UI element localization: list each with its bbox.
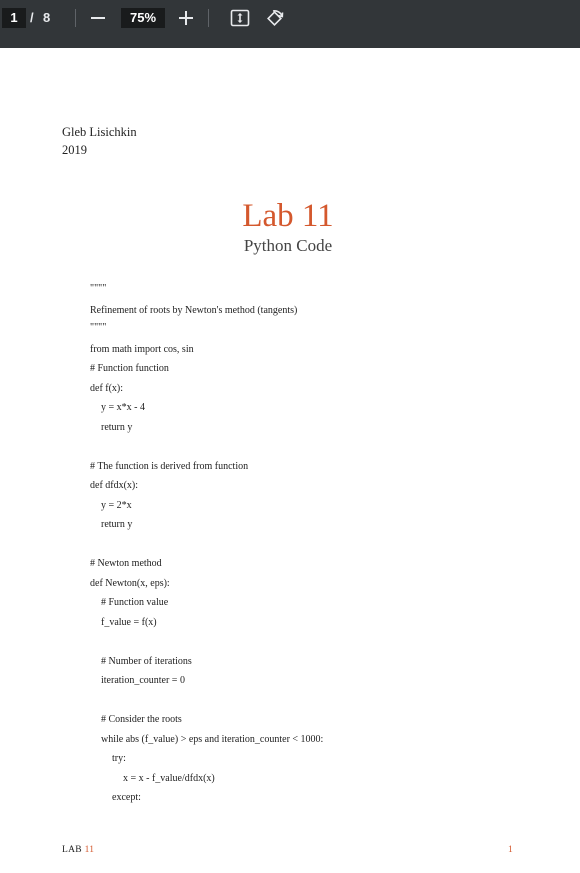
code-line: def Newton(x, eps): [90,578,170,589]
pdf-toolbar [0,0,580,48]
code-line: y = 2*x [101,500,132,511]
document-subtitle: Python Code [243,236,333,255]
document-title: Lab 11 [242,198,334,234]
code-line: except: [112,792,141,803]
fit-to-page-icon[interactable] [229,7,251,29]
code-line: """" [90,322,107,333]
code-line: return y [101,519,133,530]
footer-label-number: 11 [84,845,95,855]
current-page-input[interactable]: 1 [2,8,26,28]
author-name: Gleb Lisichkin [62,125,137,139]
code-line: # Consider the roots [101,714,182,725]
code-line: while abs (f_value) > eps and iteration_counter < 1000: [101,734,324,745]
code-line: iteration_counter = 0 [101,675,185,686]
code-line: # Function value [101,597,169,608]
rotate-icon[interactable] [264,7,286,29]
code-line: """" [90,283,107,294]
total-pages: 8 [43,10,51,25]
code-line: Refinement of roots by Newton's method (tangents) [90,305,298,316]
page-separator: / [30,10,34,25]
code-line: # Number of iterations [101,656,192,667]
code-line: # Function function [90,363,169,374]
pdf-page [0,48,580,873]
footer-label [62,843,94,857]
code-line: f_value = f(x) [101,617,157,628]
code-line: def f(x): [90,383,124,394]
code-line: return y [101,422,133,433]
plus-icon[interactable] [176,8,196,28]
code-line: # Newton method [90,558,162,569]
code-line: try: [112,753,126,764]
minus-icon[interactable] [88,8,108,28]
document-year: 2019 [62,143,87,157]
toolbar-divider [208,9,209,27]
code-line: def dfdx(x): [90,480,139,491]
zoom-level-input[interactable]: 75% [121,8,165,28]
code-line: x = x - f_value/dfdx(x) [123,773,215,784]
code-line: from math import cos, sin [90,344,194,355]
code-line: y = x*x - 4 [101,402,145,413]
footer-label-prefix: LAB [62,845,82,855]
code-line: # The function is derived from function [90,461,249,472]
footer-page-number: 1 [508,845,513,855]
toolbar-divider [75,9,76,27]
